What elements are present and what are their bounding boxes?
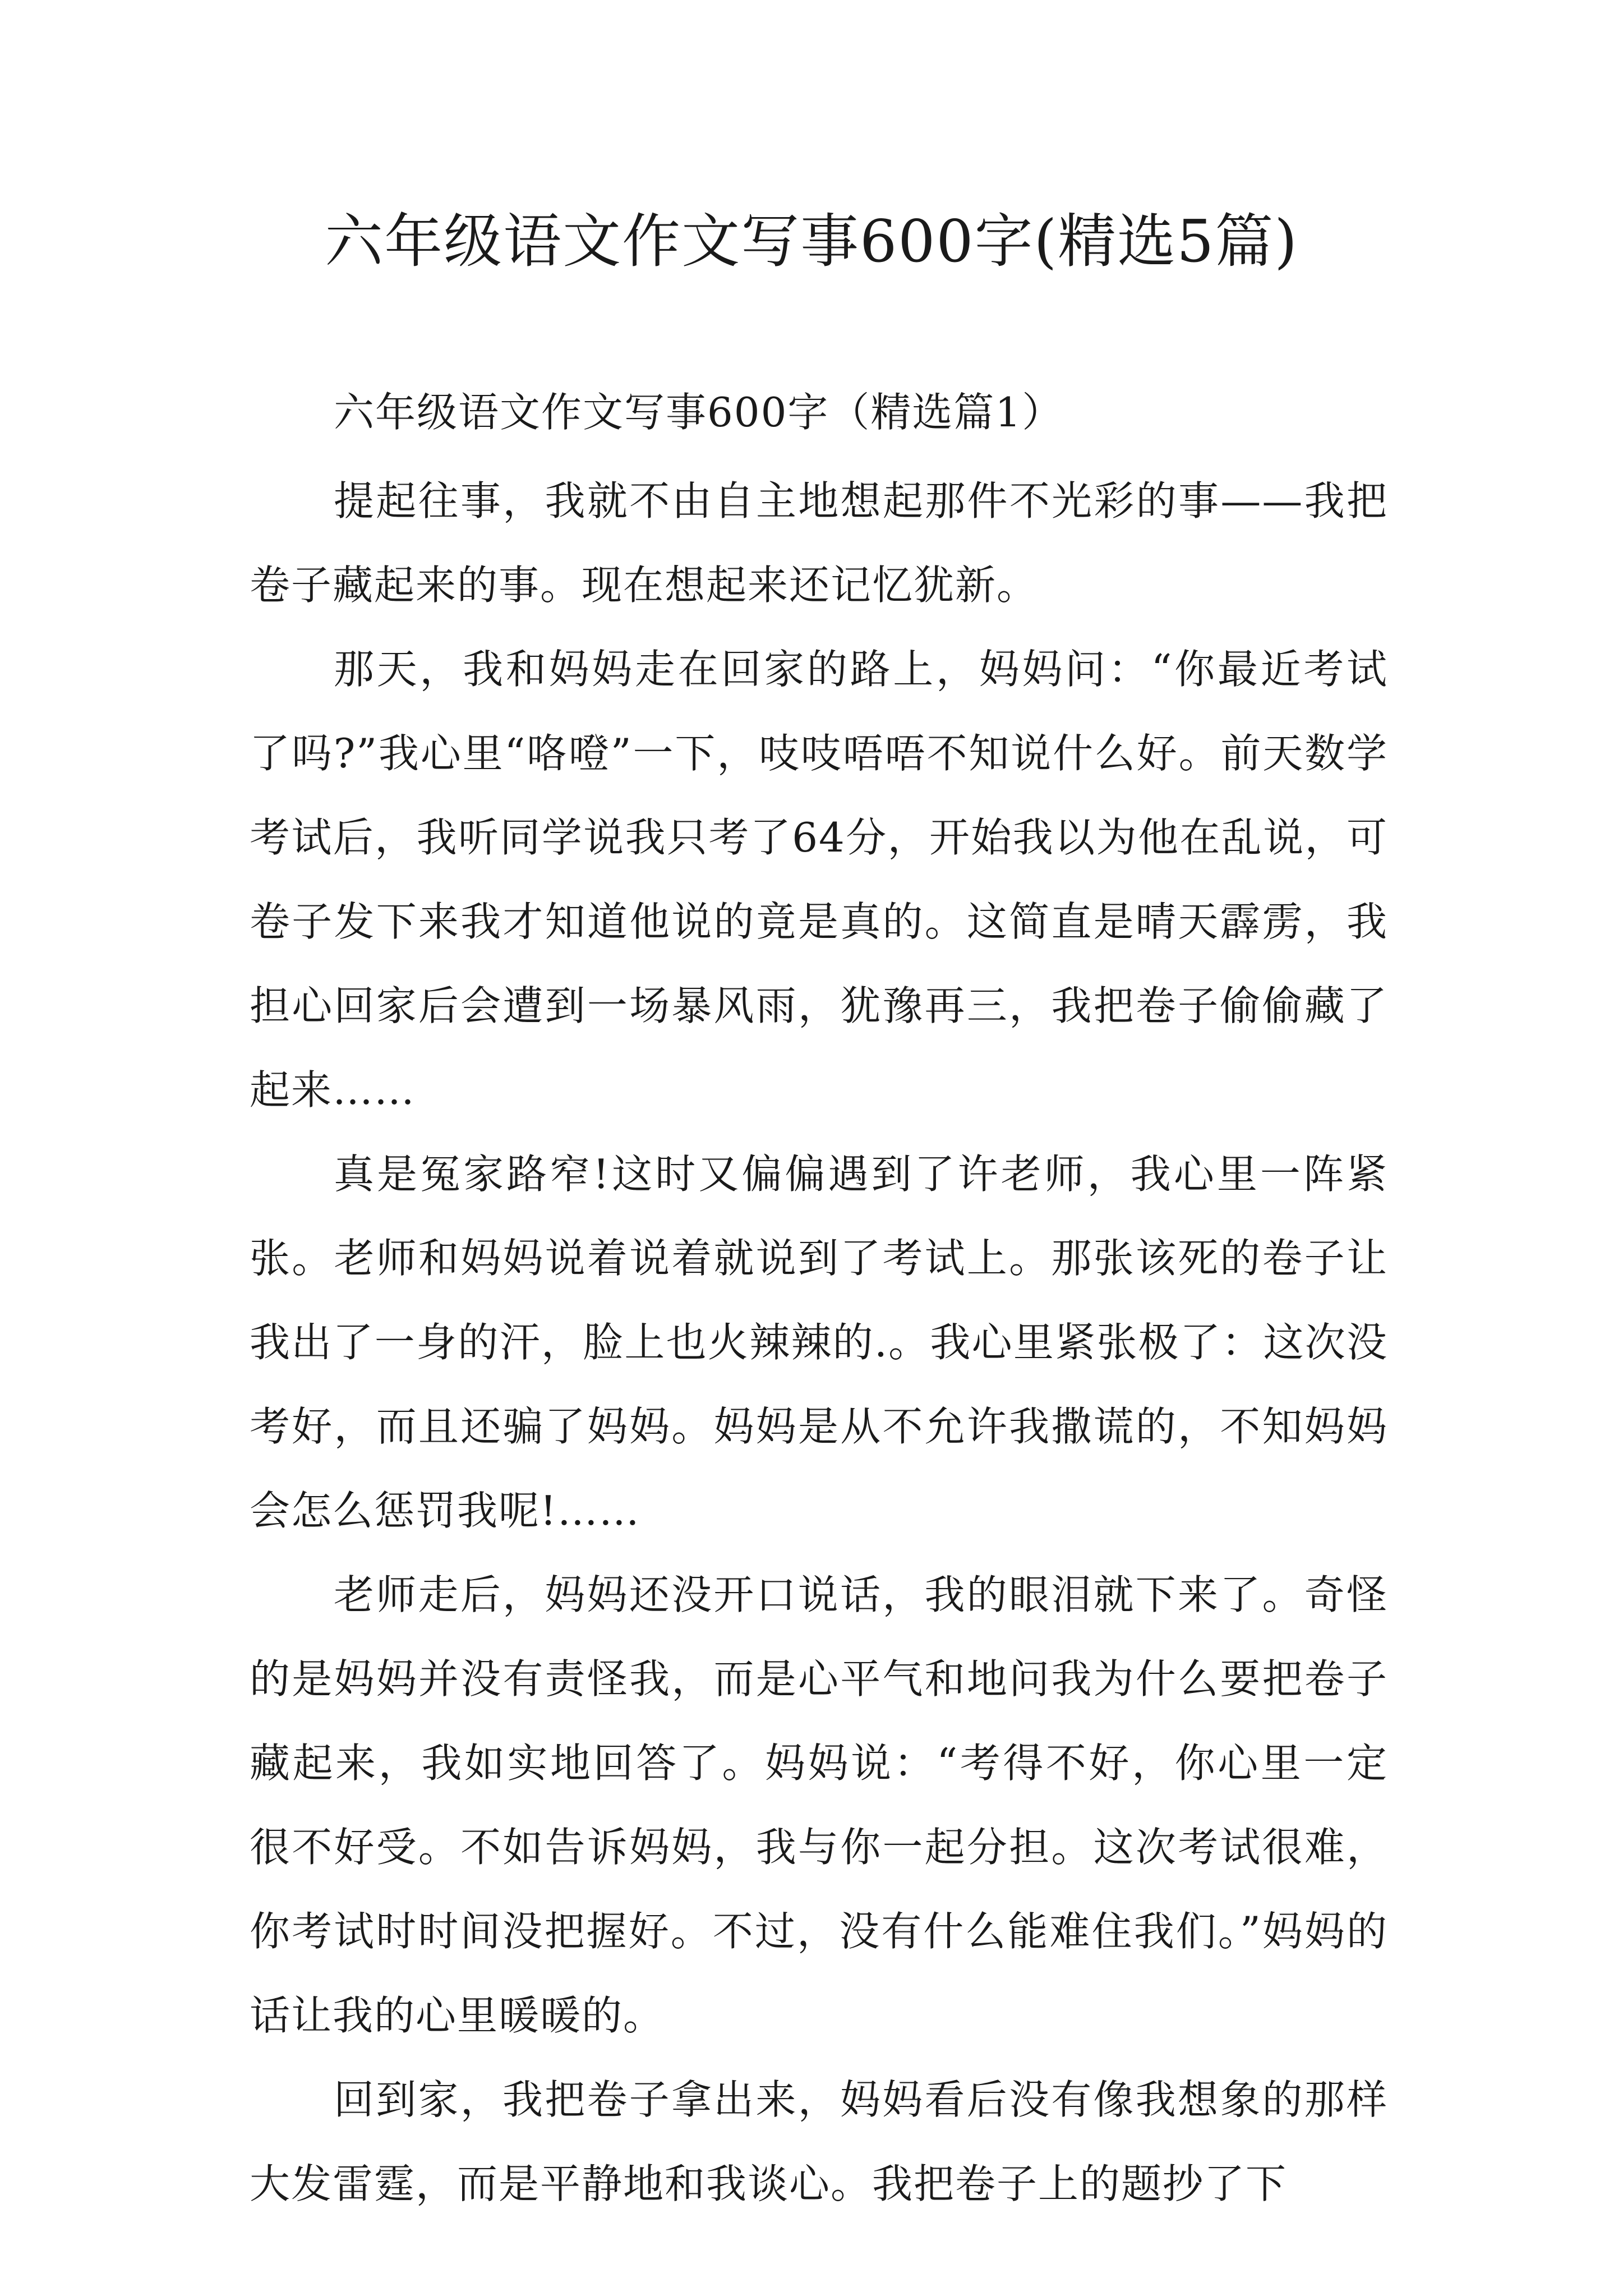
- paragraph: 真是冤家路窄!这时又偏偏遇到了许老师，我心里一阵紧张。老师和妈妈说着说着就说到了考试上。那张该死的卷子让我出了一身的汗，脸上也火辣辣的.。我心里紧张极了：这次没考好，而且还骗了妈妈。妈妈是从不允许我撒谎的，不知妈妈会怎么惩罚我呢!……: [250, 1151, 1388, 1534]
- paragraph: 老师走后，妈妈还没开口说话，我的眼泪就下来了。奇怪的是妈妈并没有责怪我，而是心平气和地问我为什么要把卷子藏起来，我如实地回答了。妈妈说：“考得不好，你心里一定很不好受。不如告诉妈妈，我与你一起分担。这次考试很难，你考试时时间没把握好。不过，没有什么能难住我们。”妈妈的话让我的心里暖暖的。: [250, 1571, 1388, 2039]
- section-heading: 六年级语文作文写事600字（精选篇1）: [334, 389, 1064, 436]
- document-body: [250, 370, 1388, 2226]
- document-title: 六年级语文作文写事600字(精选5篇): [325, 207, 1298, 275]
- paragraph: 回到家，我把卷子拿出来，妈妈看后没有像我想象的那样大发雷霆，而是平静地和我谈心。我把卷子上的题抄了下: [250, 2076, 1388, 2207]
- paragraph: 那天，我和妈妈走在回家的路上，妈妈问：“你最近考试了吗?”我心里“咯噔”一下，吱吱唔唔不知说什么好。前天数学考试后，我听同学说我只考了64分，开始我以为他在乱说，可卷子发下来我才知道他说的竟是真的。这简直是晴天霹雳，我担心回家后会遭到一场暴风雨，犹豫再三，我把卷子偷偷藏了起来……: [250, 646, 1388, 1114]
- paragraph: 提起往事，我就不由自主地想起那件不光彩的事——我把卷子藏起来的事。现在想起来还记忆犹新。: [250, 477, 1388, 609]
